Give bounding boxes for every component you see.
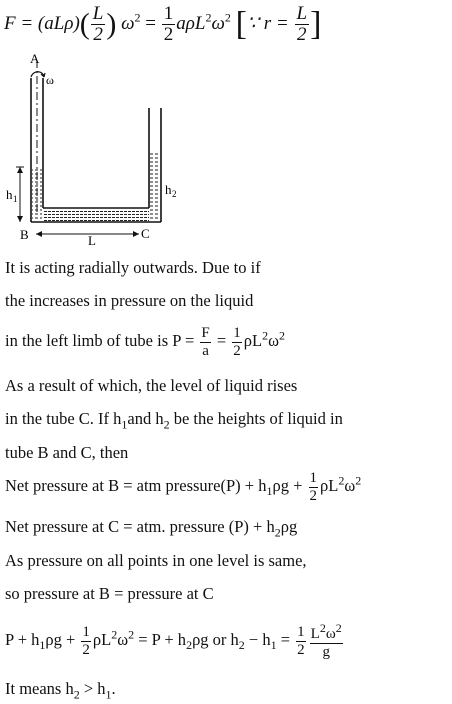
text-line-11: $P + h_1\rho g$ + $\frac{1}{2}$ $\rho L^2\omega^2 = P + h_2\rho g$ or $h_2 - h_1$ = $\frac{1}{2}$ $\frac{L^2\omega^2}{g}$: [5, 621, 342, 660]
text-line-6: tube B and C, then: [5, 443, 129, 462]
rotation-indicator: [31, 72, 45, 77]
length-marker: [36, 231, 139, 248]
eq-fraction-l-over-2: $\frac{L}{2}$: [92, 3, 104, 45]
svg-text:h: h: [6, 187, 13, 202]
svg-text:L: L: [88, 233, 96, 248]
text-line-7: Net pressure at B = atm pressure(P) + $h_1\rho g$ + $\frac{1}{2}$ $\rho L^2\omega^2$: [5, 470, 362, 504]
text-line-10: so pressure at B = pressure at C: [5, 584, 214, 603]
bracket-open: [: [235, 5, 247, 43]
label-c: C: [141, 226, 150, 241]
because-clause: ∵ r =: [246, 12, 289, 34]
bracket-close: ]: [310, 5, 322, 43]
svg-text:2: 2: [172, 189, 177, 199]
text-line-4: As a result of which, the level of liquid rises: [5, 376, 298, 395]
text-line-3: in the left limb of tube is P = $\frac{F}{a}$ = $\frac{1}{2}$ $\rho L^2\omega^2$: [5, 325, 285, 359]
label-b: B: [20, 227, 29, 242]
paren-close: ): [106, 7, 117, 41]
eq-r-fraction: $\frac{L}{2}$: [296, 3, 308, 45]
omega-symbol: ω: [46, 73, 54, 87]
frac-one-half: $\frac{1}{2}$: [297, 624, 305, 658]
frac-half-b: $\frac{1}{2}$: [309, 470, 318, 504]
text-line-12: It means $h_2 > h_1$.: [5, 679, 116, 702]
force-equation: F = (aLρ)( $\frac{L}{2}$ ) $\omega^2$ = $\frac{1}{2}$ $a\rho L^2\omega^2$ [∵ r = $\frac{L}{2}$ ]: [4, 3, 322, 45]
frac-l2w2-over-g: $\frac{L^2\omega^2}{g}$: [310, 621, 342, 660]
svg-text:1: 1: [13, 194, 18, 204]
text-line-2: the increases in pressure on the liquid: [5, 291, 254, 310]
h2-marker: [165, 182, 177, 199]
text-line-5: in the tube C. If $h_1and$ $h_2$ be the heights of liquid in: [5, 409, 343, 432]
text-line-8: Net pressure at C = atm. pressure $(P) + h_2\rho g$: [5, 517, 298, 540]
eq-lhs: F = (aLρ): [4, 12, 80, 34]
label-a: A: [30, 51, 40, 66]
text-line-1: It is acting radially outwards. Due to if: [5, 258, 261, 277]
frac-f-over-a: $\frac{F}{a}$: [201, 325, 210, 359]
paren-open: (: [79, 7, 90, 41]
frac-half-c: $\frac{1}{2}$: [82, 624, 90, 658]
svg-text:h: h: [165, 182, 172, 197]
liquid: [32, 152, 160, 221]
frac-half: $\frac{1}{2}$: [233, 325, 241, 359]
h1-marker: [4, 167, 24, 222]
text-line-9: As pressure on all points in one level is same,: [5, 551, 307, 570]
tube-walls: [31, 78, 161, 222]
eq-half: $\frac{1}{2}$: [163, 3, 174, 45]
